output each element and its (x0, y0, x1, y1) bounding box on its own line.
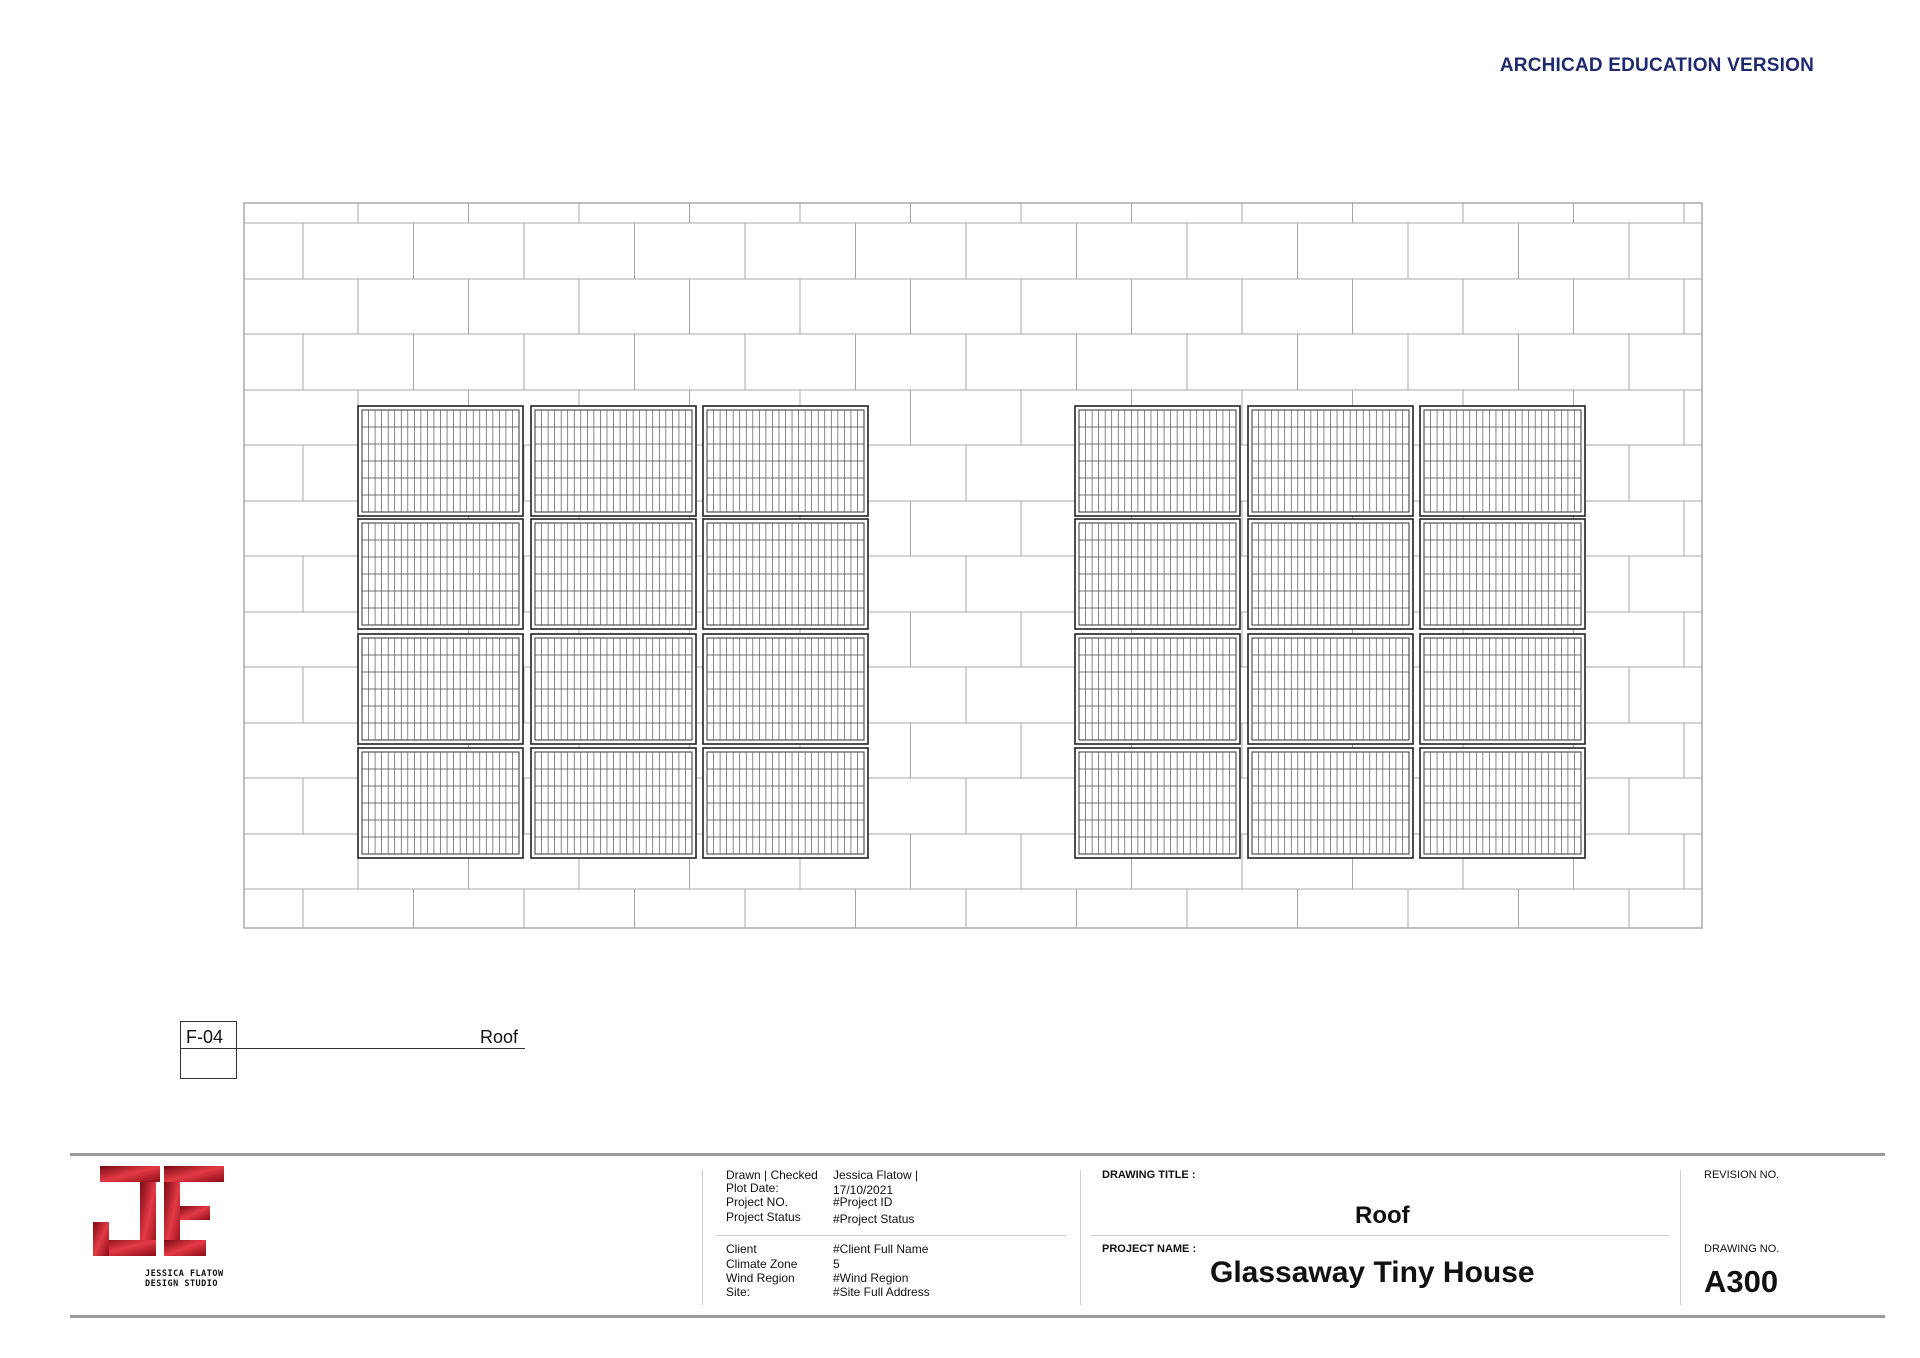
solar-panel (703, 519, 868, 629)
solar-panel (703, 634, 868, 744)
solar-panel (703, 748, 868, 858)
solar-panel (1248, 406, 1413, 516)
view-tag-id: F-04 (186, 1027, 224, 1047)
solar-panel (1248, 748, 1413, 858)
solar-panel (358, 406, 523, 516)
title-block-bottom-rule (70, 1315, 1885, 1318)
title-block-divider (702, 1170, 703, 1305)
drawing-title-label: DRAWING TITLE : (1102, 1169, 1196, 1181)
title-divider (1090, 1235, 1670, 1236)
solar-panel (1420, 748, 1585, 858)
solar-panel (1248, 519, 1413, 629)
project-name: Glassaway Tiny House (1210, 1256, 1535, 1289)
solar-panel (1420, 634, 1585, 744)
solar-panel-arrays (358, 406, 1585, 858)
solar-panel (358, 634, 523, 744)
studio-logo (90, 1166, 230, 1286)
info-divider (716, 1235, 1066, 1236)
solar-panel (531, 748, 696, 858)
solar-panel (531, 519, 696, 629)
solar-panel (1075, 406, 1240, 516)
solar-panel (1075, 519, 1240, 629)
revision-label: REVISION NO. (1704, 1169, 1780, 1181)
solar-panel (531, 406, 696, 516)
solar-panel (358, 519, 523, 629)
drawing-no-label: DRAWING NO. (1704, 1243, 1780, 1255)
view-title: Roof (480, 1027, 519, 1047)
watermark-text: ARCHICAD EDUCATION VERSION (1499, 55, 1814, 76)
solar-panel (1075, 634, 1240, 744)
solar-panel (1248, 634, 1413, 744)
studio-name: JESSICA FLATOW DESIGN STUDIO (145, 1269, 224, 1289)
solar-panel (358, 748, 523, 858)
project-name-label: PROJECT NAME : (1102, 1243, 1197, 1255)
solar-panel (703, 406, 868, 516)
drawing-number: A300 (1704, 1264, 1779, 1299)
drawing-title: Roof (1355, 1202, 1410, 1229)
solar-panel (1075, 748, 1240, 858)
title-block-top-rule (70, 1153, 1885, 1156)
solar-panel (1420, 406, 1585, 516)
solar-panel (1420, 519, 1585, 629)
view-title-underline (235, 1048, 525, 1049)
title-block-divider (1680, 1170, 1681, 1305)
title-block-divider (1080, 1170, 1081, 1305)
solar-panel (531, 634, 696, 744)
